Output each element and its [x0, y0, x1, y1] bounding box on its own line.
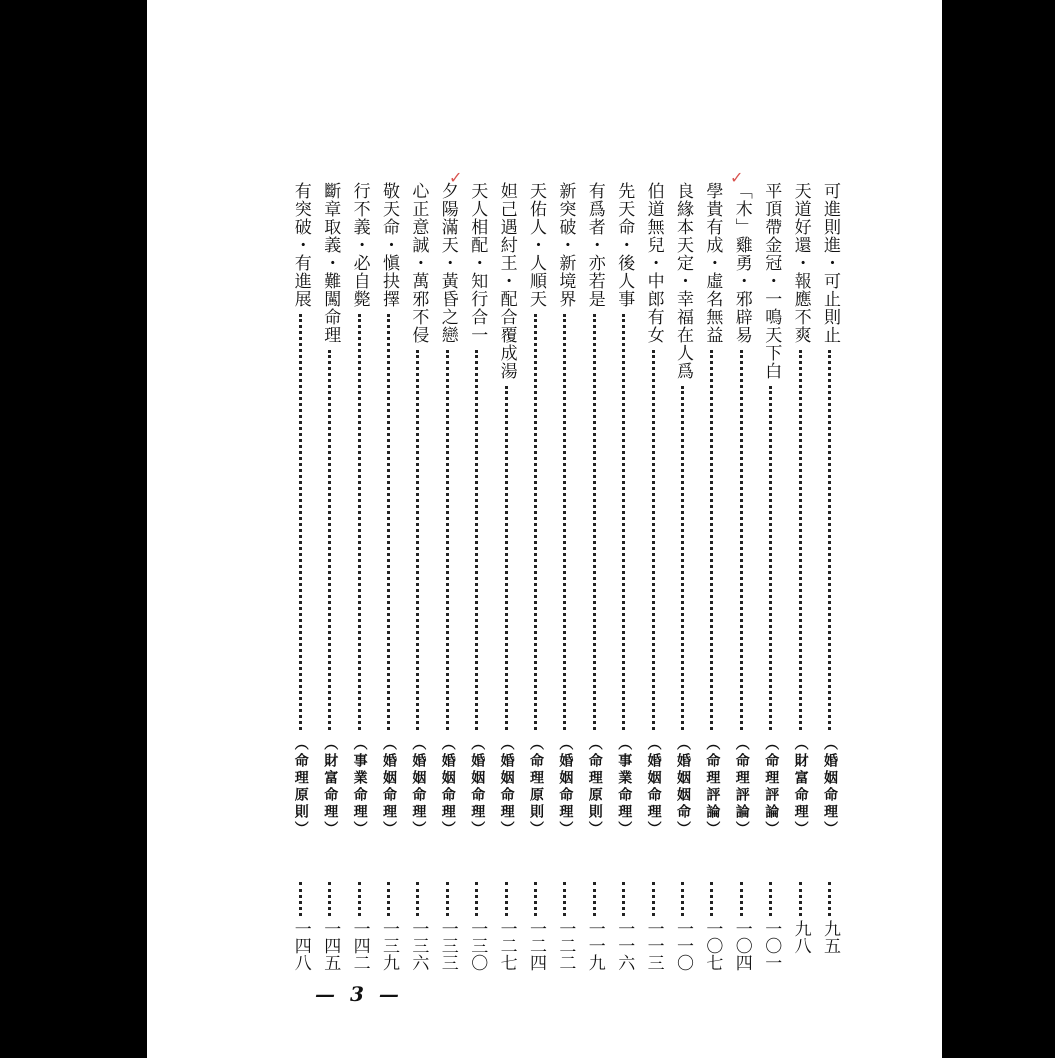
toc-entry-page: 一一〇	[673, 920, 693, 971]
toc-entry-title: 良緣本天定・幸福在人爲	[673, 182, 693, 380]
toc-entry-title: 斷章取義・難闖命理	[320, 182, 341, 344]
toc-entry-title: 夕陽滿天・黃昏之戀	[437, 182, 458, 344]
toc-entry-page: 一〇四	[731, 920, 752, 971]
toc-entry	[816, 182, 844, 974]
toc-entry	[551, 182, 579, 974]
dot-leader	[740, 882, 746, 916]
dot-leader	[622, 882, 628, 916]
toc-entry-title: 天道好還・報應不爽	[790, 182, 811, 344]
toc-entry-title: 伯道無兒・中郎有女	[643, 182, 664, 344]
toc-entry-title: 先天命・後人事	[614, 182, 635, 308]
dot-leader	[828, 882, 834, 916]
dot-leader	[799, 882, 805, 916]
toc-entry-title: 新突破・新境界	[555, 182, 576, 308]
toc-entry-title: 學貴有成・虛名無益	[702, 182, 723, 344]
toc-entry-category: （婚姻命理）	[645, 736, 662, 838]
dot-leader	[681, 882, 687, 916]
toc-entry	[346, 182, 374, 974]
toc-entry-category: （財富命理）	[792, 736, 809, 838]
dot-leader	[505, 386, 511, 730]
dot-leader	[387, 314, 393, 730]
toc-entry-category: （婚姻命理）	[469, 736, 486, 838]
toc-entry-page: 一〇七	[702, 920, 723, 971]
toc-entry-page: 一三九	[379, 920, 399, 971]
toc-entry-category: （命理原則）	[292, 736, 309, 838]
toc-entry-category: （財富命理）	[322, 736, 339, 838]
toc-entry	[757, 182, 785, 974]
toc-entry-category: （婚姻姻命）	[675, 736, 691, 838]
dot-leader	[387, 882, 393, 916]
toc-entry-page: 九五	[820, 920, 840, 954]
dot-leader	[710, 350, 716, 730]
toc-entry-page: 一四二	[349, 920, 370, 971]
toc-entry-page: 九八	[790, 920, 811, 954]
dot-leader	[534, 882, 540, 916]
toc-entry-category: （婚姻命理）	[439, 736, 456, 838]
toc-entry-category: （事業命理）	[616, 736, 633, 838]
dot-leader	[475, 350, 481, 730]
toc-entry-title: 妲己遇紂王・配合覆成湯	[496, 182, 517, 380]
toc-entry-page: 一二二	[555, 920, 576, 971]
toc-entry	[522, 182, 550, 974]
dot-leader	[299, 314, 305, 730]
dot-leader	[652, 350, 658, 730]
toc-entry-category: （命理評論）	[763, 736, 780, 838]
dot-leader	[740, 350, 746, 730]
toc-entry-page: 一一三	[643, 920, 664, 971]
toc-entry-category: （命理評論）	[704, 736, 721, 838]
toc-entry-page: 一一九	[584, 920, 605, 971]
toc-entry	[787, 182, 815, 974]
dot-leader	[593, 882, 599, 916]
toc-entry-category: （事業命理）	[351, 736, 368, 838]
dot-leader	[446, 882, 452, 916]
dot-leader	[358, 314, 364, 730]
dot-leader	[710, 882, 716, 916]
dot-leader	[828, 350, 834, 730]
dot-leader	[358, 882, 364, 916]
dot-leader	[681, 386, 687, 730]
toc-entry-page: 一四八	[290, 920, 311, 971]
toc-entry	[375, 182, 403, 974]
toc-entry	[404, 182, 432, 974]
dot-leader	[622, 314, 628, 730]
toc-entry-page: 一二七	[496, 920, 517, 971]
dot-leader	[505, 882, 511, 916]
toc-entry-page: 一二四	[526, 920, 546, 971]
check-mark-icon: ✓	[449, 168, 463, 187]
toc-entry-title: 有突破・有進展	[290, 182, 311, 308]
toc-entry-category: （婚姻命理）	[381, 736, 397, 838]
dot-leader	[534, 314, 540, 730]
toc-entry-page: 一三三	[437, 920, 458, 971]
toc-entry-category: （婚姻命理）	[557, 736, 574, 838]
toc-entry-page: 一四五	[320, 920, 341, 971]
toc-entry-title: 敬天命・愼抉擇	[379, 182, 399, 308]
toc-entry-page: 一一六	[614, 920, 635, 971]
toc-entry	[728, 182, 756, 974]
dot-leader	[799, 350, 805, 730]
dot-leader	[328, 882, 334, 916]
toc-entry-title: 天人相配・知行合一	[467, 182, 488, 344]
dot-leader	[652, 882, 658, 916]
toc-entry	[698, 182, 726, 974]
toc-entry-title: 行不義・必自斃	[349, 182, 370, 308]
dot-leader	[769, 386, 775, 730]
dot-leader	[328, 350, 334, 730]
dot-leader	[416, 350, 422, 730]
toc-entry-category: （婚姻命理）	[822, 736, 838, 838]
toc-entry-category: （婚姻命理）	[498, 736, 515, 838]
toc-entry-page: 一三六	[408, 920, 429, 971]
toc-entry	[493, 182, 521, 974]
check-mark-icon: ✓	[730, 168, 744, 187]
toc-entry	[287, 182, 315, 974]
toc-entry-title: 可進則進・可止則止	[820, 182, 840, 344]
toc-entry	[434, 182, 462, 974]
toc-entry-title: 心正意誠・萬邪不侵	[408, 182, 429, 344]
toc-entry	[316, 182, 344, 974]
toc-entry-category: （命理評論）	[733, 736, 750, 838]
toc-entry-title: 平頂帶金冠・一鳴天下白	[761, 182, 782, 380]
dot-leader	[563, 882, 569, 916]
toc-entry	[640, 182, 668, 974]
toc-entry-page: 一〇一	[761, 920, 782, 971]
toc-entry	[669, 182, 697, 974]
toc-entry-category: （命理原則）	[528, 736, 544, 838]
dot-leader	[593, 314, 599, 730]
toc-entry-category: （命理原則）	[586, 736, 603, 838]
toc-entry	[463, 182, 491, 974]
dot-leader	[769, 882, 775, 916]
dot-leader	[416, 882, 422, 916]
toc-entry-page: 一三〇	[467, 920, 488, 971]
document-page	[147, 0, 942, 1058]
dot-leader	[475, 882, 481, 916]
toc-entry-title: 「木」雞勇・邪辟易	[731, 182, 752, 344]
page-number: — 3 —	[315, 982, 403, 1006]
toc-entry-category: （婚姻命理）	[410, 736, 427, 838]
dot-leader	[446, 350, 452, 730]
toc-entry	[581, 182, 609, 974]
toc-entry	[610, 182, 638, 974]
dot-leader	[299, 882, 305, 916]
toc-entry-title: 有爲者・亦若是	[584, 182, 605, 308]
toc-entry-title: 天佑人・人順天	[526, 182, 546, 308]
dot-leader	[563, 314, 569, 730]
